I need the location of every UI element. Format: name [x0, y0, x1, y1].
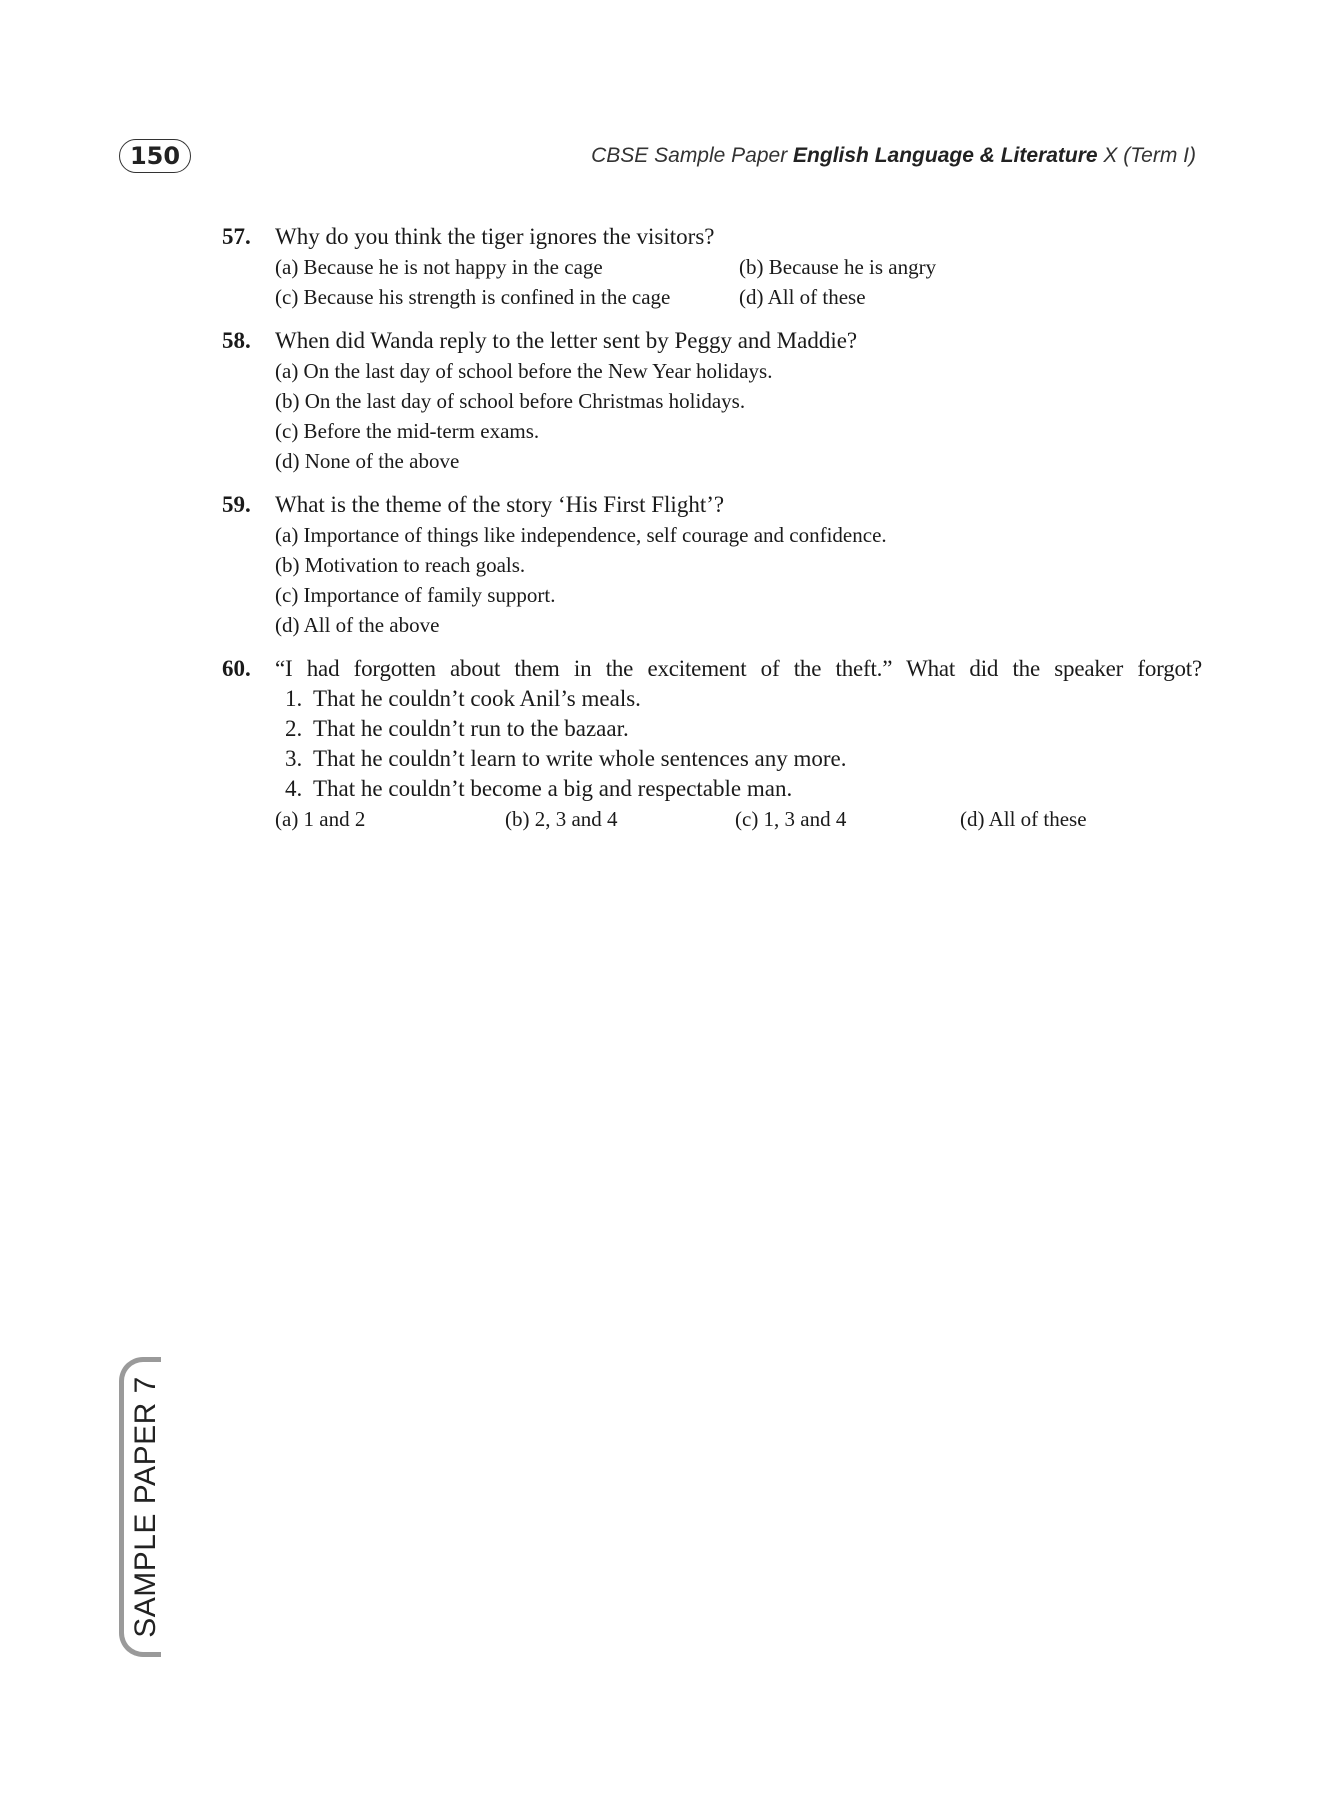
statement-item — [275, 744, 1202, 774]
option-b: (b) Motivation to reach goals. — [275, 553, 526, 577]
question-58 — [222, 326, 1202, 476]
statement-text: That he couldn’t run to the bazaar. — [313, 716, 629, 741]
question-number: 59. — [222, 492, 251, 517]
option-c: (c) Importance of family support. — [275, 583, 556, 607]
question-text: Why do you think the tiger ignores the visitors? — [275, 224, 715, 249]
option-b: (b) On the last day of school before Christmas holidays. — [275, 389, 746, 413]
side-tab — [126, 1367, 166, 1647]
statement-number: 4. — [285, 776, 303, 801]
statement-text: That he couldn’t become a big and respectable man. — [313, 776, 793, 801]
question-list — [222, 222, 1202, 848]
question-text: “I had forgotten about them in the excitement of the theft.” What did the speaker forgot? — [275, 656, 1202, 681]
statement-item — [275, 774, 1202, 804]
question-options — [275, 804, 1202, 834]
question-number: 60. — [222, 656, 251, 681]
option-a: (a) On the last day of school before the New Year holidays. — [275, 359, 773, 383]
option-b: (b) 2, 3 and 4 — [505, 807, 618, 831]
question-options — [275, 356, 1202, 476]
option-d: (d) All of the above — [275, 613, 440, 637]
page-number: 150 — [119, 139, 191, 173]
question-60 — [222, 654, 1202, 834]
statement-number: 2. — [285, 716, 303, 741]
option-c: (c) 1, 3 and 4 — [735, 807, 847, 831]
question-number: 58. — [222, 328, 251, 353]
question-text: What is the theme of the story ‘His First Flight’? — [275, 492, 725, 517]
question-text: When did Wanda reply to the letter sent by Peggy and Maddie? — [275, 328, 858, 353]
statement-item — [275, 714, 1202, 744]
statement-list — [275, 684, 1202, 804]
option-d: (d) None of the above — [275, 449, 460, 473]
header-title-suffix: X (Term I) — [1097, 144, 1196, 167]
question-number: 57. — [222, 224, 251, 249]
statement-text: That he couldn’t learn to write whole sentences any more. — [313, 746, 847, 771]
option-a: (a) Importance of things like independence, self courage and confidence. — [275, 523, 887, 547]
question-options — [275, 520, 1202, 640]
running-header — [591, 144, 1196, 168]
option-c: (c) Before the mid-term exams. — [275, 419, 540, 443]
question-57 — [222, 222, 1202, 312]
header-title-prefix: CBSE Sample Paper — [591, 144, 794, 167]
option-d: (d) All of these — [739, 285, 866, 309]
statement-item — [275, 684, 1202, 714]
option-b: (b) Because he is angry — [739, 255, 937, 279]
header-title-subject: English Language & Literature — [793, 144, 1098, 167]
option-a: (a) Because he is not happy in the cage — [275, 255, 603, 279]
option-a: (a) 1 and 2 — [275, 807, 366, 831]
question-59 — [222, 490, 1202, 640]
option-c: (c) Because his strength is confined in the cage — [275, 285, 671, 309]
side-tab-label: SAMPLE PAPER 7 — [129, 1376, 163, 1638]
statement-number: 1. — [285, 686, 303, 711]
question-options — [275, 252, 1202, 312]
statement-number: 3. — [285, 746, 303, 771]
option-d: (d) All of these — [960, 807, 1087, 831]
statement-text: That he couldn’t cook Anil’s meals. — [313, 686, 641, 711]
